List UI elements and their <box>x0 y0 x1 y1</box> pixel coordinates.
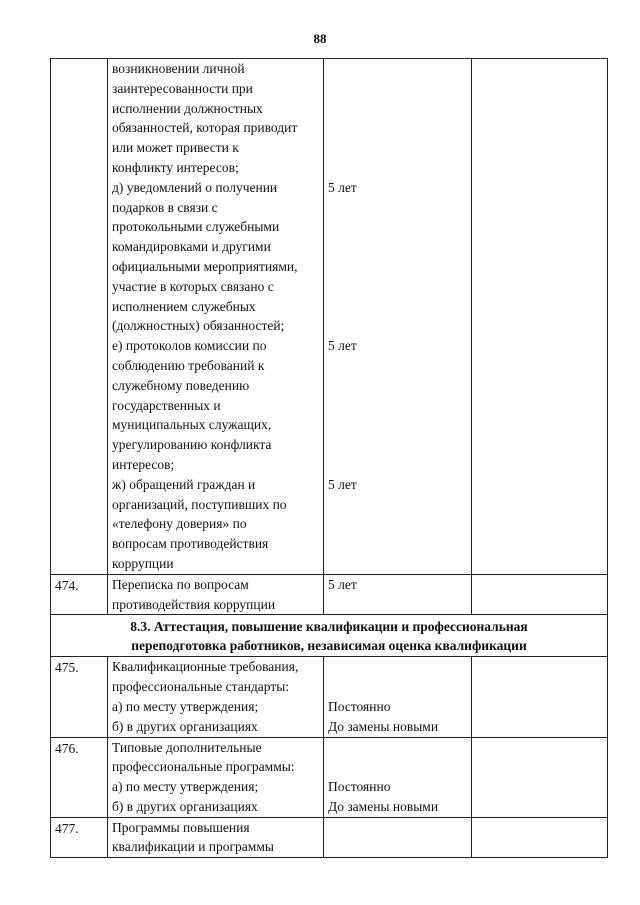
row-number-cell <box>51 817 108 858</box>
section-heading-row <box>51 615 608 657</box>
retention-period-cell <box>324 59 472 575</box>
cell-text-line: «телефону доверия» по <box>112 516 247 532</box>
table-row-476 <box>51 737 608 817</box>
notes-cell <box>472 574 608 615</box>
document-type-cell <box>108 817 324 858</box>
cell-text-line: Постоянно <box>328 698 391 714</box>
cell-text-line: 5 лет <box>328 476 357 492</box>
page-number: 88 <box>313 31 327 46</box>
cell-text-line <box>328 455 467 475</box>
cell-text-line: коррупции <box>112 555 174 571</box>
cell-text-line: Типовые дополнительные <box>112 739 262 755</box>
notes-cell <box>472 817 608 858</box>
cell-text-line <box>328 118 467 138</box>
cell-text-line: участие в которых связано с <box>112 278 274 294</box>
cell-text-line: профессиональные программы: <box>112 759 295 775</box>
cell-text-line: противодействия коррупции <box>112 596 276 612</box>
cell-text-line: Переписка по вопросам <box>112 576 249 592</box>
retention-period-cell <box>324 657 472 737</box>
cell-text-line: урегулированию конфликта <box>112 437 272 453</box>
cell-text-line <box>328 415 467 435</box>
row-number-cell <box>51 59 108 575</box>
cell-text-line <box>328 99 467 119</box>
cell-text-line: 5 лет <box>328 576 357 592</box>
cell-text-line <box>328 757 467 777</box>
cell-text-line: профессиональные стандарты: <box>112 679 290 695</box>
retention-table <box>50 58 608 858</box>
cell-text-line: служебному поведению <box>112 377 250 393</box>
table-row-475 <box>51 657 608 737</box>
cell-text-line <box>328 79 467 99</box>
row-number: 474. <box>55 577 79 593</box>
retention-period-cell <box>324 817 472 858</box>
cell-text-line <box>328 396 467 416</box>
cell-text-line <box>328 376 467 396</box>
cell-text-line <box>328 59 467 79</box>
cell-text-line <box>328 198 467 218</box>
cell-text-line: вопросам противодействия <box>112 536 269 552</box>
section-heading <box>51 615 608 657</box>
cell-text-line: официальными мероприятиями, <box>112 258 298 274</box>
cell-text-line: 5 лет <box>328 179 357 195</box>
cell-text-line: а) по месту утверждения; <box>112 698 259 714</box>
table-row-477 <box>51 817 608 858</box>
document-type-cell <box>108 59 324 575</box>
cell-text-line <box>328 657 467 677</box>
row-number-cell <box>51 657 108 737</box>
cell-text-line: е) протоколов комиссии по <box>112 338 267 354</box>
cell-text-line <box>328 738 467 758</box>
cell-text-line: б) в других организациях <box>112 718 258 734</box>
retention-period-cell <box>324 737 472 817</box>
cell-text-line <box>328 158 467 178</box>
cell-text-line <box>328 277 467 297</box>
cell-text-line: ж) обращений граждан и <box>112 476 256 492</box>
section-title-line: переподготовка работников, независимая оценка квалификации <box>131 638 527 654</box>
cell-text-line: Программы повышения <box>112 819 250 835</box>
cell-text-line: обязанностей, которая приводит <box>112 120 298 136</box>
cell-text-line <box>328 237 467 257</box>
cell-text-line: интересов; <box>112 456 175 472</box>
cell-text-line: а) по месту утверждения; <box>112 779 259 795</box>
row-number-cell <box>51 574 108 615</box>
cell-text-line <box>328 217 467 237</box>
cell-text-line: (должностных) обязанностей; <box>112 318 285 334</box>
cell-text-line: 5 лет <box>328 338 357 354</box>
cell-text-line: До замены новыми <box>328 798 439 814</box>
notes-cell <box>472 59 608 575</box>
cell-text-line: конфликту интересов; <box>112 159 239 175</box>
cell-text-line: До замены новыми <box>328 718 439 734</box>
cell-text-line: муниципальных служащих, <box>112 417 272 433</box>
cell-text-line <box>328 356 467 376</box>
cell-text-line <box>328 138 467 158</box>
cell-text-line <box>328 677 467 697</box>
row-number-cell <box>51 737 108 817</box>
cell-text-line: Квалификационные требования, <box>112 659 299 675</box>
cell-text-line <box>328 297 467 317</box>
cell-text-line: квалификации и программы <box>112 839 274 855</box>
cell-text-line <box>328 257 467 277</box>
cell-text-line: или может привести к <box>112 140 239 156</box>
retention-period-cell <box>324 574 472 615</box>
notes-cell <box>472 737 608 817</box>
notes-cell <box>472 657 608 737</box>
cell-text-line: организаций, поступивших по <box>112 496 287 512</box>
cell-text-line: д) уведомлений о получении <box>112 179 278 195</box>
section-title-line: 8.3. Аттестация, повышение квалификации и профессиональная <box>130 619 528 635</box>
cell-text-line: командировками и другими <box>112 239 271 255</box>
cell-text-line: исполнении должностных <box>112 100 263 116</box>
cell-text-line: Постоянно <box>328 779 391 795</box>
row-number: 475. <box>55 660 79 676</box>
table-row-continued <box>51 59 608 575</box>
cell-text-line <box>328 435 467 455</box>
cell-text-line: протокольными служебными <box>112 219 280 235</box>
document-type-cell <box>108 737 324 817</box>
cell-text-line: б) в других организациях <box>112 798 258 814</box>
cell-text-line: возникновении личной <box>112 61 245 76</box>
cell-text-line: подарков в связи с <box>112 199 218 215</box>
document-type-cell <box>108 657 324 737</box>
cell-text-line <box>328 316 467 336</box>
cell-text-line: заинтересованности при <box>112 80 253 96</box>
cell-text-line: соблюдению требований к <box>112 357 265 373</box>
cell-text-line: исполнением служебных <box>112 298 256 314</box>
document-type-cell <box>108 574 324 615</box>
cell-text-line: государственных и <box>112 397 221 413</box>
table-row-474 <box>51 574 608 615</box>
row-number: 477. <box>55 820 79 836</box>
row-number: 476. <box>55 740 79 756</box>
